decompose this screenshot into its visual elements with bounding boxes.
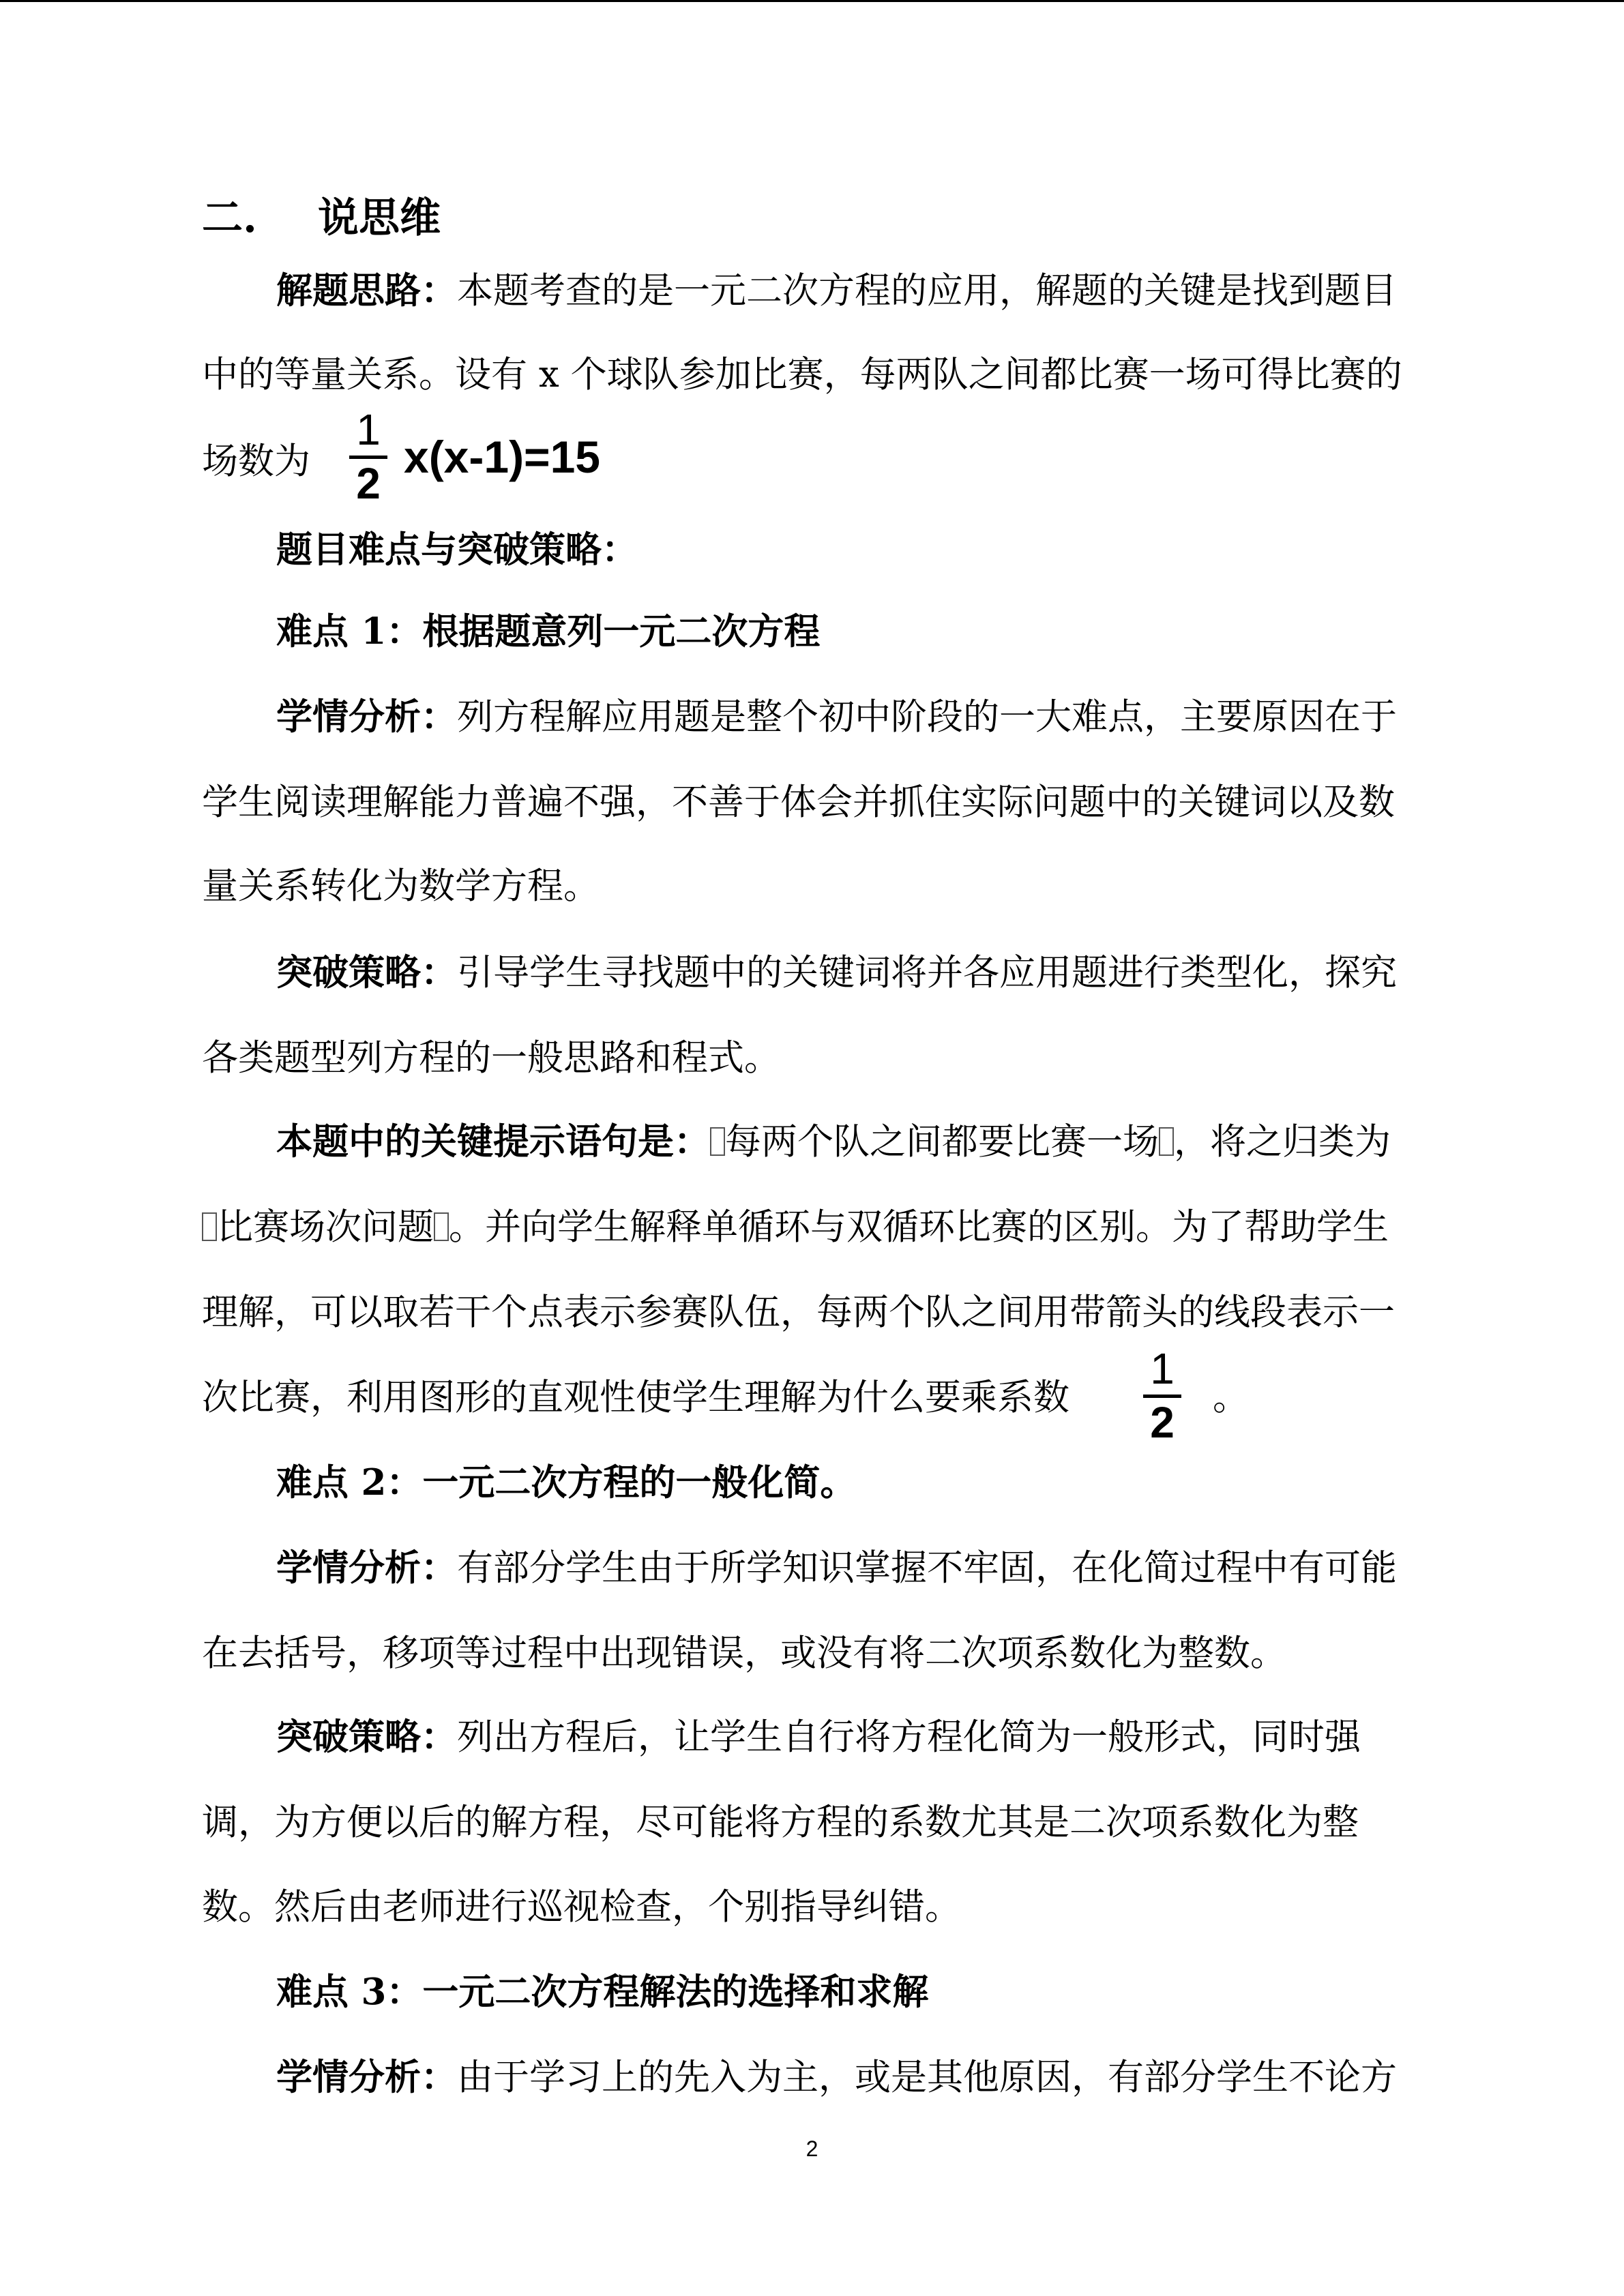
difficulty3-title: 难点 3：一元二次方程解法的选择和求解 <box>276 1971 929 2013</box>
d2-strategy-line1 <box>276 1716 1361 1758</box>
para1-label: 解题思路： <box>276 269 457 312</box>
d1-key-label: 本题中的关键提示语句是： <box>276 1120 710 1163</box>
fraction2-denominator: 2 <box>1150 1398 1175 1447</box>
missing-glyph-open-quote-2 <box>202 1212 217 1241</box>
equation: x(x-1)=15 <box>404 432 601 482</box>
fraction-numerator: 1 <box>356 405 381 454</box>
d1-analysis-line2: 学生阅读理解能力普遍不强，不善于体会并抓住实际问题中的关键词以及数 <box>202 781 1395 823</box>
para1-text1: 本题考查的是一元二次方程的应用，解题的关键是找到题目 <box>457 270 1397 312</box>
d1-analysis-line1 <box>276 696 1397 738</box>
fraction-denominator: 2 <box>356 459 381 508</box>
d1-strategy-line2: 各类题型列方程的一般思路和程式。 <box>202 1037 780 1079</box>
fraction-half <box>349 405 387 508</box>
d1-key-tail: ，将之归类为 <box>1174 1121 1391 1163</box>
difficulty1-title: 难点 1：根据题意列一元二次方程 <box>276 610 821 653</box>
d2-strategy-line3: 数。然后由老师进行巡视检查，个别指导纠错。 <box>202 1886 961 1928</box>
d1-analysis-line3: 量关系转化为数学方程。 <box>202 865 600 907</box>
top-border-line <box>0 0 1624 2</box>
d2-strategy-line2: 调，为方便以后的解方程，尽可能将方程的系数尤其是二次项系数化为整 <box>202 1802 1359 1843</box>
para1-line3: 场数为 <box>202 441 310 482</box>
d1-key-quote2: 比赛场次问题 <box>217 1206 434 1248</box>
d2-strategy-text1: 列出方程后，让学生自行将方程化简为一般形式，同时强 <box>457 1716 1361 1758</box>
d1-strategy-text1: 引导学生寻找题中的关键词将并各应用题进行类型化，探究 <box>457 952 1397 994</box>
d3-analysis-line1 <box>276 2056 1397 2098</box>
fraction2-numerator: 1 <box>1150 1344 1175 1393</box>
section-title: 说思维 <box>318 194 441 242</box>
para1-line1 <box>276 269 1397 312</box>
difficulty2-title: 难点 2：一元二次方程的一般化简。 <box>276 1461 857 1504</box>
d3-analysis-label: 学情分析： <box>276 2056 457 2098</box>
d1-key-line3: 理解，可以取若干个点表示参赛队伍，每两个队之间用带箭头的线段表示一 <box>202 1292 1395 1333</box>
fraction-half-2 <box>1143 1344 1181 1447</box>
d2-analysis-label: 学情分析： <box>276 1547 457 1589</box>
d1-key-tail2: 。并向学生解释单循环与双循环比赛的区别。为了帮助学生 <box>449 1206 1389 1248</box>
d1-key-line1 <box>276 1120 1391 1163</box>
d1-strategy-label: 突破策略： <box>276 951 457 994</box>
d1-key-quote: 每两个队之间都要比赛一场 <box>725 1121 1159 1163</box>
d1-key-line4: 次比赛，利用图形的直观性使学生理解为什么要乘系数 <box>202 1377 1069 1418</box>
page-number: 2 <box>806 2136 818 2161</box>
d1-key-line2 <box>202 1206 1389 1248</box>
d1-strategy-line1 <box>276 951 1397 994</box>
d2-analysis-line1 <box>276 1547 1397 1589</box>
d2-analysis-text1: 有部分学生由于所学知识掌握不牢固，在化简过程中有可能 <box>457 1547 1397 1589</box>
missing-glyph-close-quote-2 <box>434 1212 449 1241</box>
missing-glyph-close-quote <box>1159 1127 1174 1156</box>
section-heading <box>202 185 441 244</box>
d1-key-line4-end: 。 <box>1213 1377 1249 1418</box>
d2-strategy-label: 突破策略： <box>276 1716 457 1758</box>
d1-analysis-label: 学情分析： <box>276 696 457 738</box>
section-number: 二. <box>202 194 257 242</box>
para1-line2: 中的等量关系。设有 x 个球队参加比赛，每两队之间都比赛一场可得比赛的 <box>202 354 1402 396</box>
subtitle-difficulties: 题目难点与突破策略： <box>276 528 638 571</box>
d2-analysis-line2: 在去括号，移项等过程中出现错误，或没有将二次项系数化为整数。 <box>202 1632 1286 1674</box>
missing-glyph-open-quote <box>710 1127 725 1156</box>
d1-analysis-text1: 列方程解应用题是整个初中阶段的一大难点，主要原因在于 <box>457 696 1397 738</box>
d3-analysis-text1: 由于学习上的先入为主，或是其他原因，有部分学生不论方 <box>457 2057 1397 2098</box>
